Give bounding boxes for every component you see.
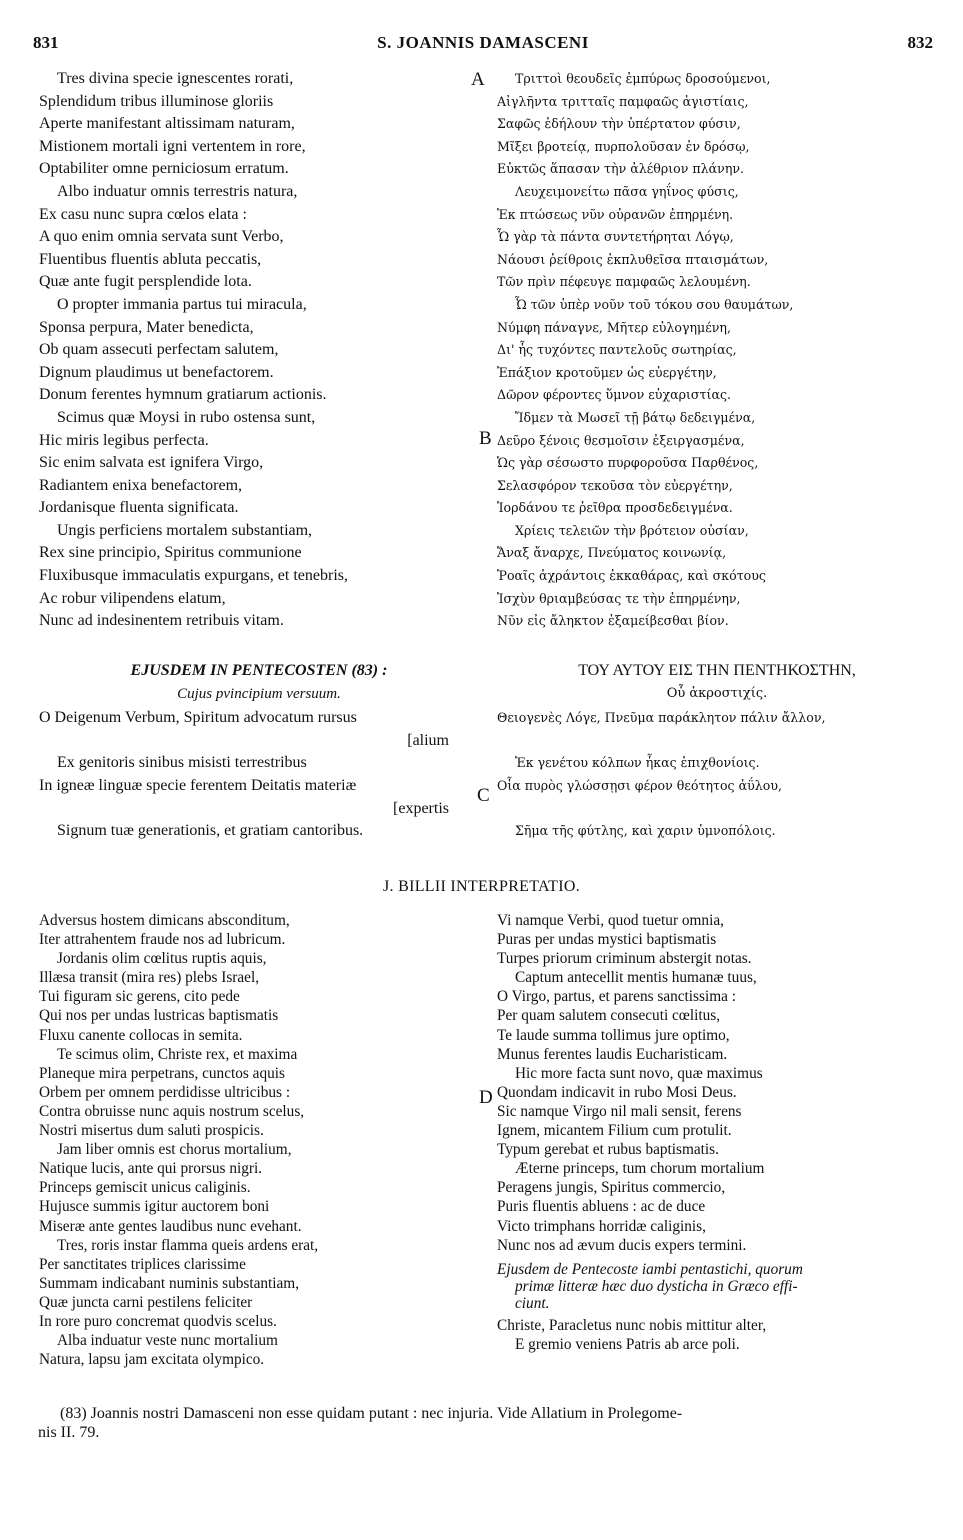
pentecost-greek-line: Σῆμα τῆς φύτλης, καὶ χαριν ὑμνοπόλοις. (515, 823, 776, 839)
greek-verse-line: Δῶρον φέροντες ὕμνον εὐχαριστίας. (497, 387, 731, 403)
final-line: E gremio veniens Patris ab arce poli. (515, 1335, 740, 1353)
margin-marker-a: A (471, 69, 485, 90)
latin-verse-line: Scimus quæ Moysi in rubo ostensa sunt, (57, 408, 316, 426)
pentecost-latin-line: Ex genitoris sinibus misisti terrestribus (57, 754, 307, 772)
footnote (38, 1404, 928, 1442)
latin-verse-line: Optabiliter omne perniciosum erratum. (39, 160, 289, 178)
latin-verse-line: Radiantem enixa benefactorem, (39, 476, 243, 494)
greek-verse-line: Ῥοαῖς ἀχράντοις ἐκκαθάρας, καὶ σκότους (497, 568, 766, 584)
billii-right-line: Per quam salutem consecuti cœlitus, (497, 1007, 721, 1025)
billii-right-line: Puris fluentis abluens : ac de duce (497, 1198, 706, 1216)
latin-verse-line: Mistionem mortali igni vertentem in rore, (39, 137, 306, 155)
footnote-line: (83) Joannis nostri Damasceni non esse quidam putant : nec injuria. Vide Allatium in Prolegome- (60, 1405, 683, 1422)
billii-left-line: Iter attrahentem fraude nos ad lubricum. (39, 931, 286, 949)
pentecost-latin-line: Signum tuæ generationis, et gratiam cantoribus. (57, 822, 364, 840)
greek-verse-line: Νάουσι ῥείθροις ἐκπλυθεῖσα πταισμάτων, (497, 251, 769, 267)
greek-verse-line: Λευχειμονείτω πᾶσα γηΐνος φύσις, (515, 183, 739, 199)
greek-verse-line: Σαφῶς ἐδήλουν τὴν ὑπέρτατον φύσιν, (497, 116, 741, 132)
billii-left-line: Qui nos per undas lustricas baptismatis (39, 1007, 279, 1025)
billii-right-line: Typum gerebat et rubus baptismatis. (497, 1141, 719, 1159)
billii-left-line: Natique lucis, ante qui prorsus nigri. (39, 1160, 263, 1178)
billii-right-line: Te laude summa tollimus jure optimo, (497, 1026, 730, 1044)
billii-left-line: Quæ juncta carni pestilens feliciter (39, 1293, 253, 1311)
greek-verse-line: Ἄναξ ἄναρχε, Πνεύματος κοινωνίᾳ, (497, 545, 727, 561)
billii-left-line: Illæsa transit (mira res) plebs Israel, (39, 969, 260, 987)
latin-verse-line: O propter immania partus tui miracula, (57, 295, 307, 313)
billii-left-line: Hujusce summis igitur auctorem boni (39, 1198, 270, 1216)
billii-left-line: Princeps gemiscit unicus caliginis. (39, 1179, 251, 1197)
billii-left-line: Alba induatur veste nunc mortalium (57, 1332, 278, 1350)
margin-marker-c: C (477, 785, 490, 806)
pentecost-latin-line: [expertis (393, 799, 449, 817)
pentecost-latin (39, 660, 479, 843)
pentecost-latin-line: O Deigenum Verbum, Spiritum advocatum rursus (39, 709, 357, 727)
pentecost-latin-subtitle: Cujus pvincipium versuum. (177, 685, 341, 702)
greek-verse-line: Ὡς γὰρ σέσωστο πυρφοροῦσα Παρθένος, (497, 455, 759, 471)
billii-left-line: Fluxu canente collocas in semita. (39, 1026, 243, 1044)
running-title: S. JOANNIS DAMASCENI (377, 33, 589, 52)
pentecost-latin-line: In igneæ linguæ specie ferentem Deitatis materiæ (39, 776, 357, 794)
billii-right-line: Nunc nos ad ævum ducis expers termini. (497, 1236, 747, 1254)
pentecost-greek-subtitle: Οὗ ἀκροστιχίς. (666, 685, 768, 701)
footnote-line: nis II. 79. (38, 1424, 100, 1441)
billii-left-line: Summam indicabant numinis substantiam, (39, 1274, 300, 1292)
billii-right-line: Vi namque Verbi, quod tuetur omnia, (497, 912, 724, 929)
pentecost-note-line: Ejusdem de Pentecoste iambi pentastichi, quorum (497, 1260, 803, 1278)
final-line: Christe, Paracletus nunc nobis mittitur alter, (497, 1316, 767, 1334)
latin-verse-line: Jordanisque fluenta significata. (39, 499, 239, 517)
margin-marker-b: B (479, 428, 492, 449)
greek-verse-line: Δι' ἧς τυχόντες παντελοῦς σωτηρίας, (497, 342, 737, 358)
greek-verse-line: Ἰορδάνου τε ῥεῖθρα προσδεδειγμένα. (497, 500, 733, 516)
greek-verse-line: Σελασφόρον τεκοῦσα τὸν εὐεργέτην, (497, 477, 733, 493)
greek-poem (497, 68, 937, 633)
greek-verse-line: Ὦ τῶν ὑπὲρ νοῦν τοῦ τόκου σου θαυμάτων, (515, 296, 794, 312)
billii-right-line: Captum antecellit mentis humanæ tuus, (515, 969, 757, 987)
greek-verse-line: Νύμφη πάναγνε, Μῆτερ εὐλογημένη, (497, 319, 731, 335)
billii-left-line: Tres, roris instar flamma queis ardens erat, (57, 1236, 319, 1254)
greek-verse-line: Ἐκ πτώσεως νῦν οὐρανῶν ἐπηρμένη. (497, 206, 734, 222)
greek-verse-line: Χρίεις τελειῶν τὴν βρότειον οὐσίαν, (515, 522, 749, 538)
pentecost-greek-line: Ἐκ γενέτου κόλπων ἧκας ἐπιχθονίοις. (515, 755, 760, 771)
latin-verse-line: Ob quam assecuti perfectam salutem, (39, 341, 279, 359)
margin-marker-d: D (479, 1087, 493, 1108)
billii-right-line: Sic namque Virgo nil mali sensit, ferens (497, 1102, 742, 1120)
latin-verse-line: Fluxibusque immaculatis expurgans, et tenebris, (39, 567, 348, 585)
pentecost-note-line: primæ litteræ hæc duo dysticha in Græco effi- (515, 1277, 798, 1295)
pentecost-latin-line: [alium (407, 731, 449, 749)
billii-right-line: Hic more facta sunt novo, quæ maximus (515, 1064, 763, 1082)
greek-verse-line: Νῦν εἰς ἄληκτον ἐξαμείβεσθαι βίον. (497, 613, 729, 629)
latin-verse-line: Ungis perficiens mortalem substantiam, (57, 521, 313, 539)
billii-right-line: Turpes priorum criminum abstergit notas. (497, 950, 752, 968)
page-number-right: 832 (907, 33, 933, 52)
billii-right-line: Victo trimphans horridæ caliginis, (497, 1217, 706, 1235)
billii-left-line: Tui figuram sic gerens, cito pede (39, 988, 240, 1006)
spacer (497, 798, 937, 821)
pentecost-note (497, 1261, 937, 1312)
billii-right-line: Puras per undas mystici baptismatis (497, 931, 717, 949)
latin-verse-line: Hic miris legibus perfecta. (39, 431, 209, 449)
greek-verse-line: Ἐπάξιον κροτοῦμεν ὡς εὐεργέτην, (497, 364, 717, 380)
pentecost-latin-title: EJUSDEM IN PENTECOSTEN (83) : (130, 662, 388, 679)
billii-left-line: Orbem per omnem perdidisse ultricibus : (39, 1083, 291, 1101)
latin-verse-line: Splendidum tribus illuminose gloriis (39, 92, 274, 110)
billii-right-lines (497, 911, 937, 1255)
latin-verse-line: Tres divina specie ignescentes rorati, (57, 70, 294, 87)
latin-verse-line: Rex sine principio, Spiritus communione (39, 544, 302, 562)
billii-left-line: Planeque mira perpetrans, cunctos aquis (39, 1064, 285, 1082)
greek-verse-line: Αἰγλῆντα τριτταῖς παμφαῶς ἀγιστίαις, (497, 93, 749, 109)
pentecost-note-line: ciunt. (515, 1294, 550, 1312)
latin-verse-line: Sponsa perpura, Mater benedicta, (39, 318, 254, 336)
billii-left-line: Natura, lapsu jam excitata olympico. (39, 1351, 265, 1369)
latin-verse-line: Sic enim salvata est ignifera Virgo, (39, 454, 264, 472)
greek-verse-line: Τῶν πρὶν πέφευγε παμφαῶς λελουμένη. (497, 274, 751, 290)
pentecost-greek-line: Οἷα πυρὸς γλώσσῃσι φέρον θεότητος ἀΰλου, (497, 777, 782, 793)
billii-right-line: Munus ferentes laudis Eucharisticam. (497, 1045, 728, 1063)
latin-verse-line: Albo induatur omnis terrestris natura, (57, 182, 298, 200)
billii-left-line: Nostri misertus dum saluti prospicis. (39, 1122, 264, 1140)
greek-verse-line: Τριττοὶ θεουδεῖς ἐμπύρως δροσούμενοι, (515, 71, 771, 86)
billii-right-line: Ignem, micantem Filium cum protulit. (497, 1122, 732, 1140)
billii-right-line: Quondam indicavit in rubo Mosi Deus. (497, 1083, 737, 1101)
latin-verse-line: Ex casu nunc supra cœlos elata : (39, 205, 247, 223)
billii-title: J. BILLII INTERPRETATIO. (382, 878, 580, 895)
billii-right-line: Æterne princeps, tum chorum mortalium (515, 1160, 765, 1178)
page-number-left: 831 (33, 33, 59, 52)
latin-verse-line: Quæ ante fugit persplendide lota. (39, 273, 252, 291)
latin-verse-line: Fluentibus fluentis abluta peccatis, (39, 250, 262, 268)
page-header (33, 33, 933, 57)
final-distich (497, 1316, 937, 1354)
latin-verse-line: Ac robur vilipendens elatum, (39, 589, 226, 607)
greek-verse-line: Ὧ γὰρ τὰ πάντα συντετήρηται Λόγῳ, (497, 229, 734, 245)
spacer (497, 730, 937, 753)
latin-verse-line: Nunc ad indesinentem retribuis vitam. (39, 612, 284, 630)
billii-left-line: Jordanis olim cœlitus ruptis aquis, (57, 950, 267, 968)
billii-left-line: Te scimus olim, Christe rex, et maxima (57, 1045, 298, 1063)
greek-verse-line: Ἴδμεν τὰ Μωσεῖ τῇ βάτῳ δεδειγμένα, (515, 409, 756, 425)
billii-left-line: Contra obruisse nunc aquis nostrum scelus, (39, 1102, 305, 1120)
greek-verse-line: Δεῦρο ξένοις θεσμοῖσιν ἐξειργασμένα, (497, 432, 745, 448)
billii-left-line: Adversus hostem dimicans absconditum, (39, 912, 290, 929)
billii-left-line: Jam liber omnis est chorus mortalium, (57, 1141, 292, 1159)
latin-verse-line: A quo enim omnia servata sunt Verbo, (39, 228, 284, 246)
greek-verse-line: Ἰσχὺν θριαμβεύσας τε τὴν ἐπηρμένην, (497, 590, 741, 606)
billii-right (497, 911, 937, 1354)
latin-poem (39, 68, 479, 633)
greek-verse-line: Εὐκτῶς ἅπασαν τὴν ἀλέθριον πλάνην. (497, 161, 745, 177)
billii-left-line: Per sanctitates triplices clarissime (39, 1255, 246, 1273)
pentecost-greek (497, 660, 937, 843)
billii-left-line: In rore puro concremat quodvis scelus. (39, 1312, 277, 1330)
billii-left-line: Miseræ ante gentes laudibus nunc evehant. (39, 1217, 302, 1235)
billii-left (39, 911, 479, 1369)
latin-verse-line: Dignum plaudimus ut benefactorem. (39, 363, 274, 381)
greek-verse-line: Μῖξει βροτείᾳ, πυρπολοῦσαν ἐν δρόσῳ, (497, 138, 750, 154)
latin-verse-line: Aperte manifestant altissimam naturam, (39, 115, 295, 133)
billii-right-line: O Virgo, partus, et parens sanctissima : (497, 988, 736, 1006)
pentecost-greek-title: ΤΟΥ ΑΥΤΟΥ ΕΙΣ ΤΗΝ ΠΕΝΤΗΚΟΣΤΗΝ, (578, 662, 856, 679)
billii-right-line: Peragens jungis, Spiritus commercio, (497, 1179, 726, 1197)
latin-verse-line: Donum ferentes hymnum gratiarum actionis. (39, 386, 327, 404)
pentecost-greek-line: Θειογενὲς Λόγε, Πνεῦμα παράκλητον πάλιν ἄλλον, (497, 710, 826, 726)
